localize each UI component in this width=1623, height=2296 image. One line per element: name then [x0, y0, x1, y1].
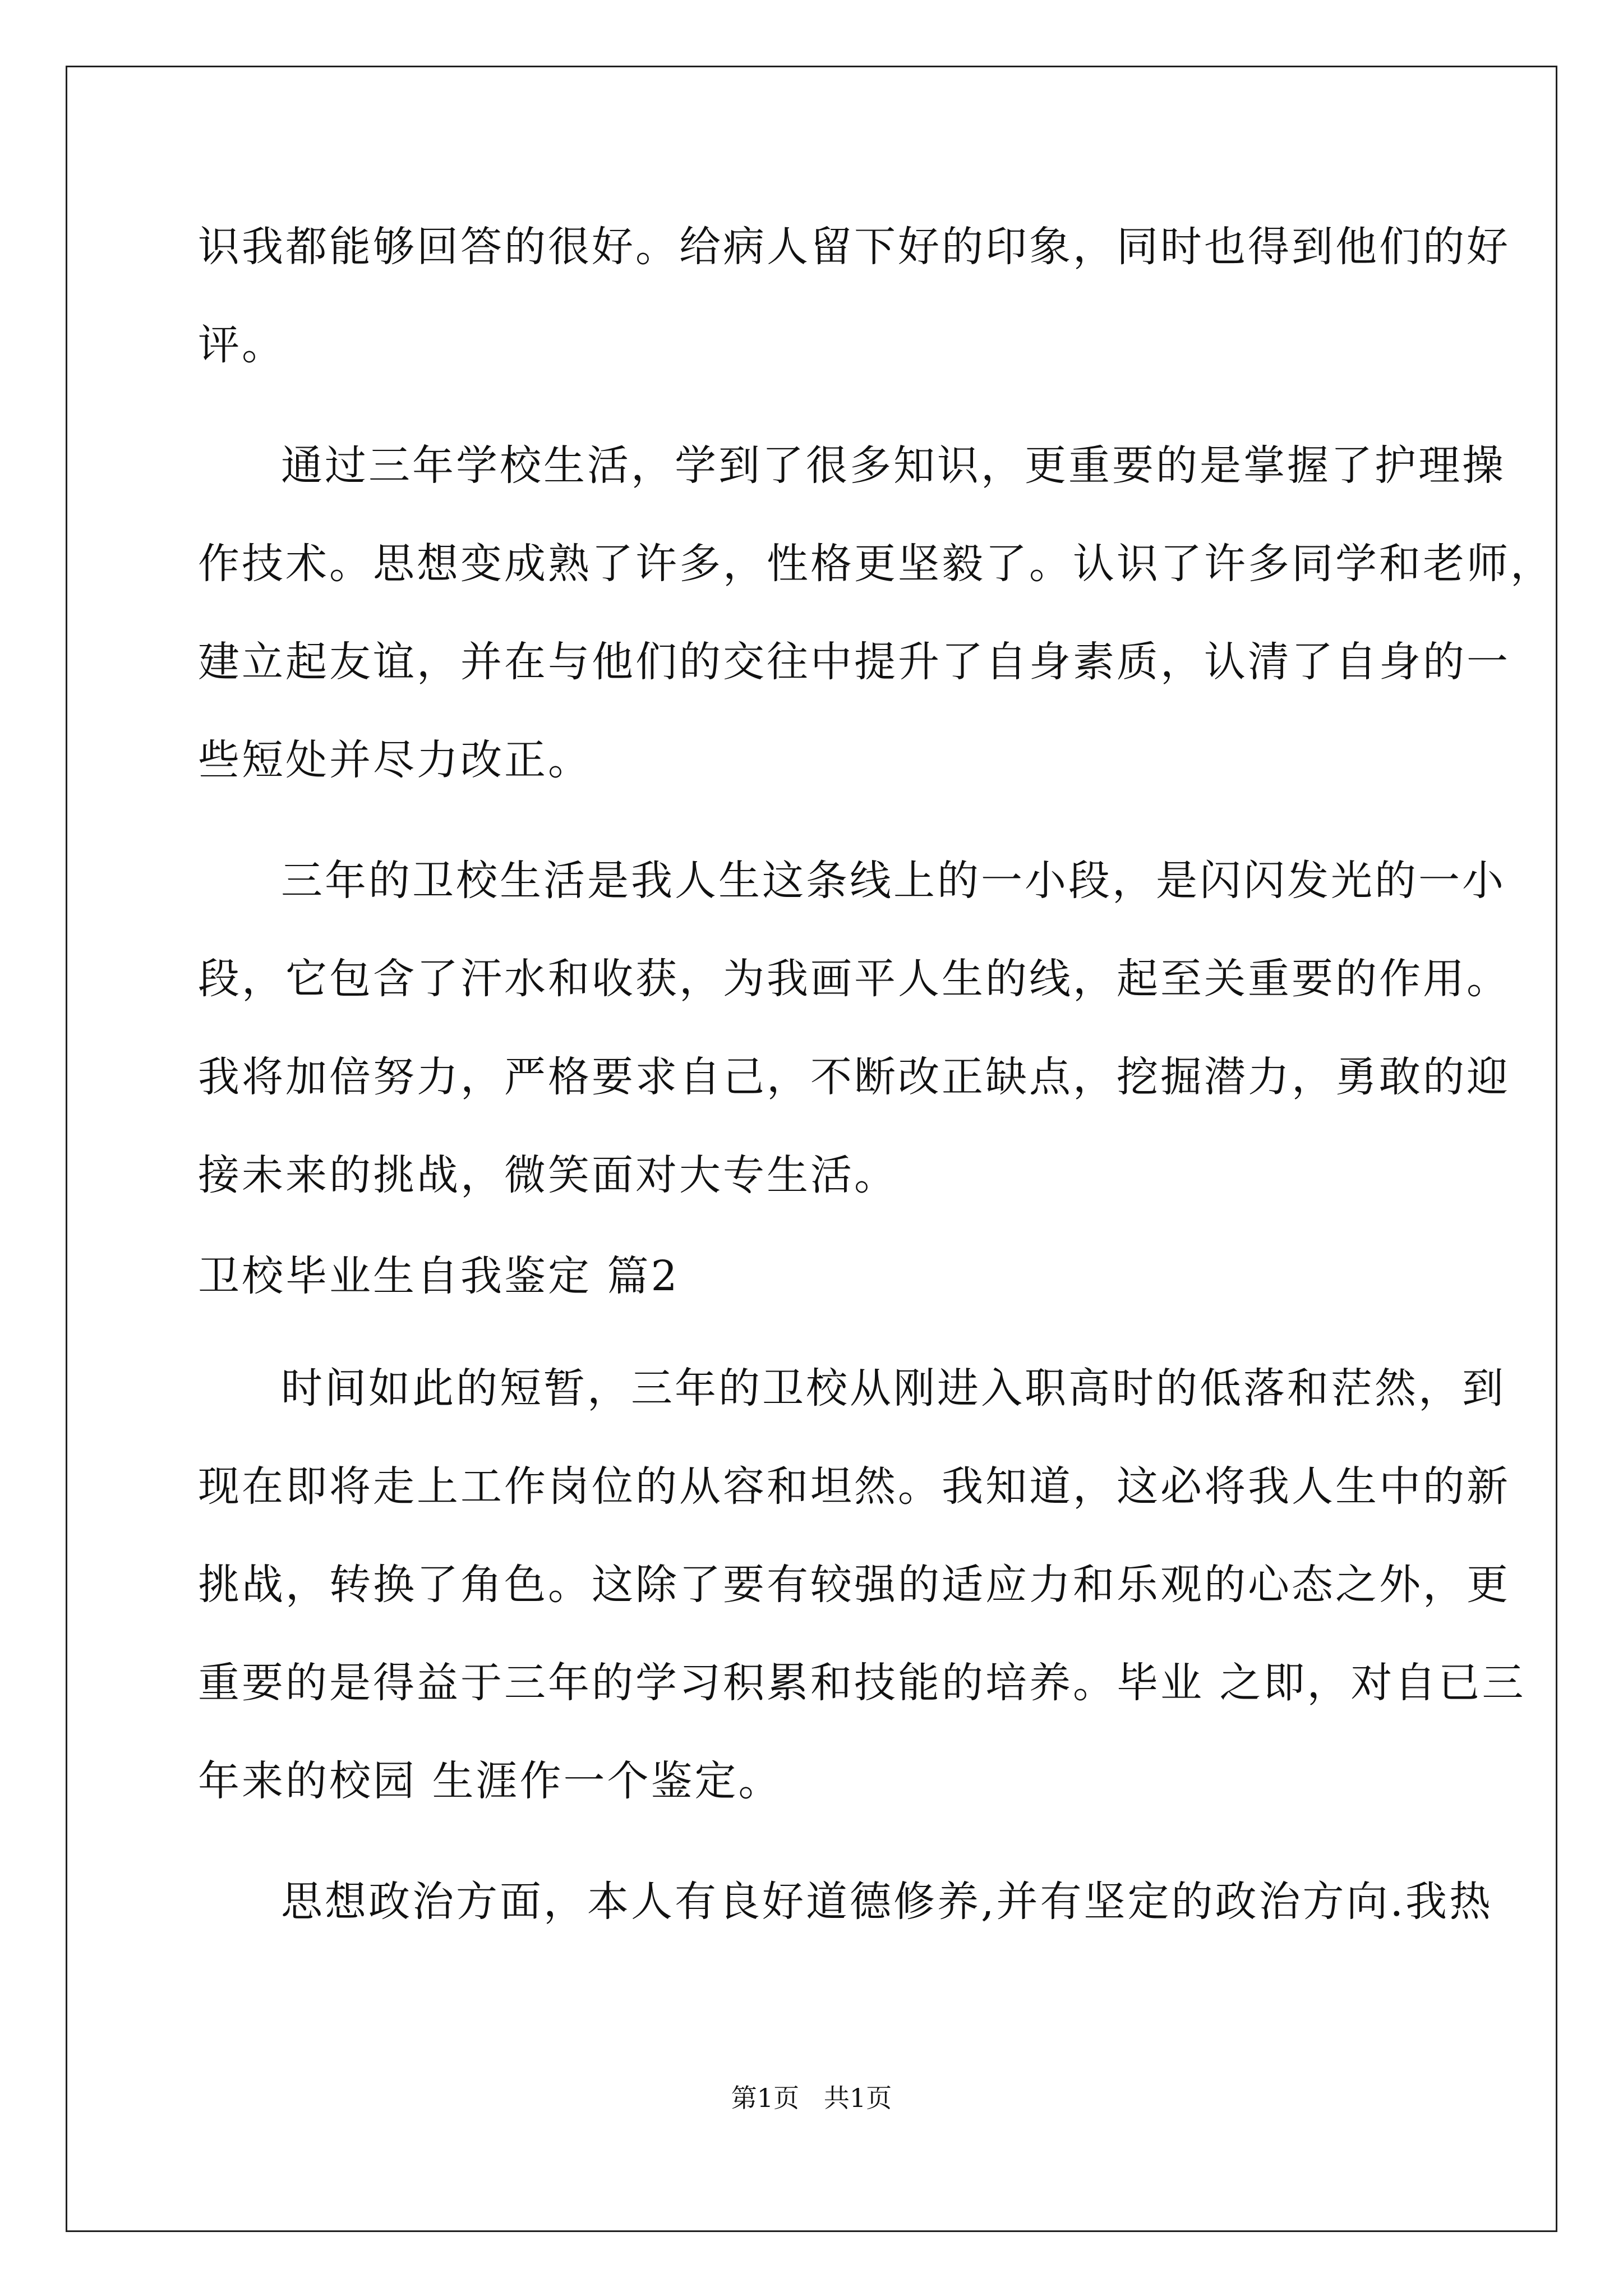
text-line: 年来的校园 生涯作一个鉴定。: [198, 1757, 782, 1805]
text-line: 识我都能够回答的很好。给病人留下好的印象，同时也得到他们的好: [198, 223, 1510, 271]
paragraph-start-line: 通过三年学校生活，学到了很多知识，更重要的是掌握了护理操: [281, 441, 1506, 490]
text-line: 我将加倍努力，严格要求自己，不断改正缺点，挖掘潜力，勇敢的迎: [198, 1053, 1510, 1101]
text-line: 建立起友谊，并在与他们的交往中提升了自身素质，认清了自身的一: [198, 638, 1510, 686]
page-number-footer: 第1页 共1页: [731, 2083, 892, 2113]
text-line: 作技术。思想变成熟了许多，性格更坚毅了。认识了许多同学和老师，: [198, 540, 1554, 588]
paragraph-start-line: 时间如此的短暂，三年的卫校从刚进入职高时的低落和茫然，到: [281, 1364, 1506, 1412]
paragraph-start-line: 三年的卫校生活是我人生这条线上的一小段，是闪闪发光的一小: [281, 857, 1506, 905]
text-line: 重要的是得益于三年的学习积累和技能的培养。毕业 之即，对自已三: [198, 1659, 1526, 1707]
text-line: 挑战，转换了角色。这除了要有较强的适应力和乐观的心态之外，更: [198, 1561, 1510, 1609]
text-line: 段，它包含了汗水和收获，为我画平人生的线，起至关重要的作用。: [198, 955, 1510, 1003]
paragraph-start-line: 思想政治方面，本人有良好道德修养,并有坚定的政治方向.我热: [281, 1878, 1493, 1926]
text-line: 接未来的挑战，微笑面对大专生活。: [198, 1151, 898, 1199]
section-heading: 卫校毕业生自我鉴定 篇2: [198, 1252, 680, 1300]
text-line: 评。: [198, 321, 285, 369]
text-line: 现在即将走上工作岗位的从容和坦然。我知道，这必将我人生中的新: [198, 1462, 1510, 1511]
text-line: 些短处并尽力改正。: [198, 736, 592, 784]
